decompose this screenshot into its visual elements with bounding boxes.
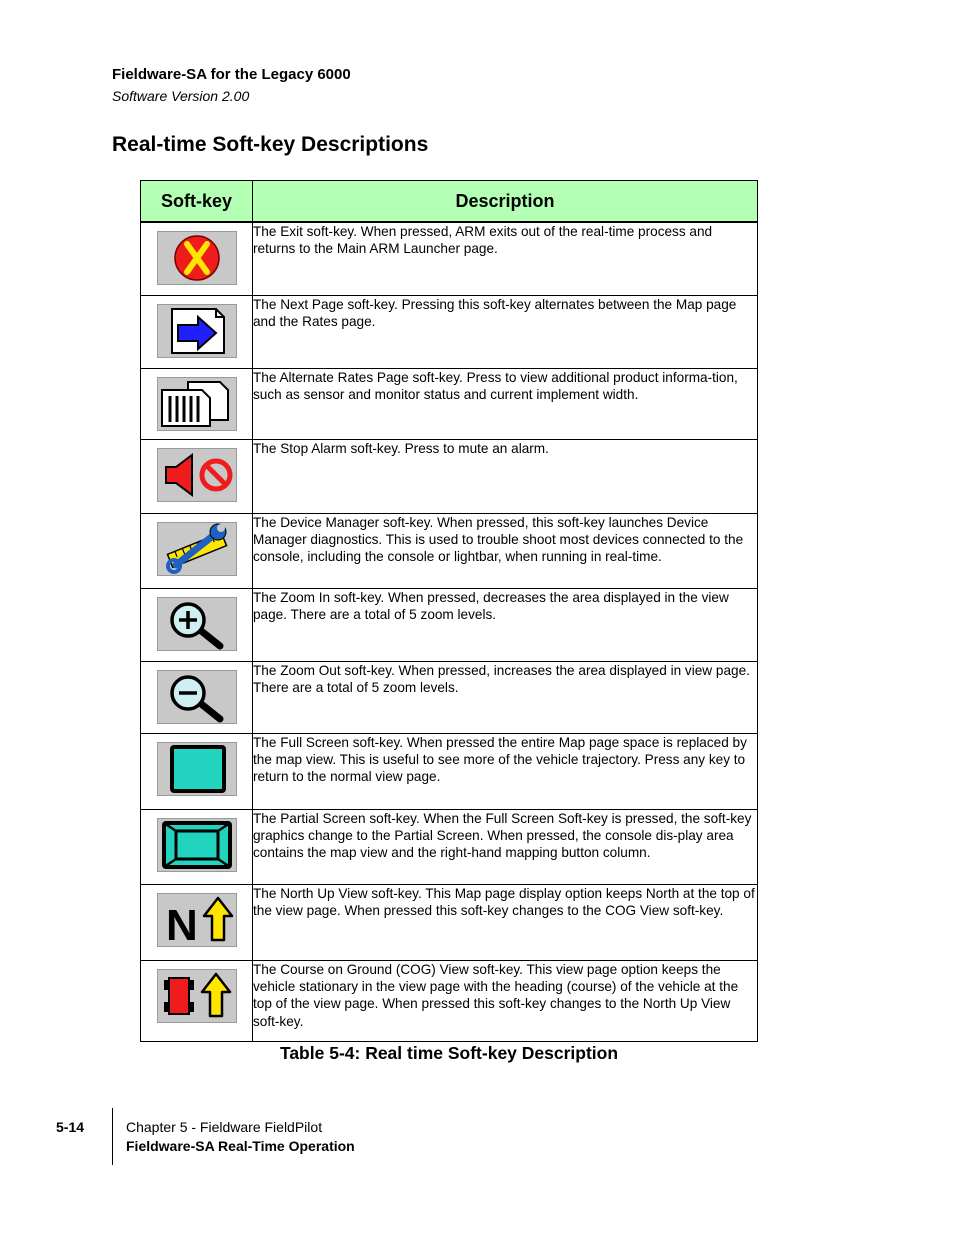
table-row [141,368,758,439]
footer-chapter: Chapter 5 - Fieldware FieldPilot [126,1119,323,1135]
table-row [141,513,758,588]
softkey-description: The North Up View soft-key. This Map page display option keeps North at the top of the view page. When pressed this soft-key changes to the COG View soft-key. [253,884,758,960]
document-header-title: Fieldware-SA for the Legacy 6000 [112,66,351,83]
softkey-description: The Zoom In soft-key. When pressed, decreases the area displayed in the view page. There are a total of 5 zoom levels. [253,588,758,661]
softkey-description: The Stop Alarm soft-key. Press to mute an alarm. [253,439,758,513]
column-header-softkey: Soft-key [141,181,253,223]
softkey-description: The Course on Ground (COG) View soft-key. This view page option keeps the vehicle stationary in the view page with the heading (course) of the vehicle at the top of the view page. When pressed this soft-key changes to the North Up View soft-key. [253,960,758,1041]
table-row [141,588,758,661]
table-caption: Table 5-4: Real time Soft-key Description [279,1043,619,1063]
footer-divider [112,1108,113,1165]
device-manager-icon [157,522,237,576]
zoom-out-icon [157,670,237,724]
table-row [141,661,758,733]
alternate-rates-page-icon [157,377,237,431]
page-number: 5-14 [56,1119,85,1135]
table-row [141,439,758,513]
softkey-description: The Alternate Rates Page soft-key. Press to view additional product informa-tion, such as sensor and monitor status and current implement width. [253,368,758,439]
softkey-description: The Full Screen soft-key. When pressed the entire Map page space is replaced by the map view. This is useful to see more of the vehicle trajectory. Press any key to return to the normal view page. [253,733,758,809]
partial-screen-icon [157,818,237,872]
footer-section: Fieldware-SA Real-Time Operation [126,1138,355,1154]
table-row [141,295,758,368]
softkey-description: The Device Manager soft-key. When pressed, this soft-key launches Device Manager diagnostics. This is used to trouble shoot most devices connected to the console, including the console or lightbar, when running in real-time. [253,513,758,588]
table-row [141,809,758,884]
exit-icon [157,231,237,285]
north-up-view-icon [157,893,237,947]
document-header-subtitle: Software Version 2.00 [112,88,250,104]
column-header-description: Description [253,181,758,223]
softkey-description: The Exit soft-key. When pressed, ARM exits out of the real-time process and returns to the Main ARM Launcher page. [253,222,758,295]
section-title: Real-time Soft-key Descriptions [112,133,429,156]
table-row [141,222,758,295]
softkey-table [140,180,758,1042]
softkey-description: The Zoom Out soft-key. When pressed, increases the area displayed in view page. There are a total of 5 zoom levels. [253,661,758,733]
table-row [141,884,758,960]
table-row [141,960,758,1041]
zoom-in-icon [157,597,237,651]
table-row [141,733,758,809]
softkey-description: The Next Page soft-key. Pressing this soft-key alternates between the Map page and the Rates page. [253,295,758,368]
next-page-icon [157,304,237,358]
course-on-ground-view-icon [157,969,237,1023]
north-letter: N [165,900,198,946]
stop-alarm-icon [157,448,237,502]
full-screen-icon [157,742,237,796]
softkey-description: The Partial Screen soft-key. When the Full Screen Soft-key is pressed, the soft-key graphics change to the Partial Screen. When pressed, the console dis-play area contains the map view and the right-hand mapping button column. [253,809,758,884]
table-header-row [141,181,758,223]
